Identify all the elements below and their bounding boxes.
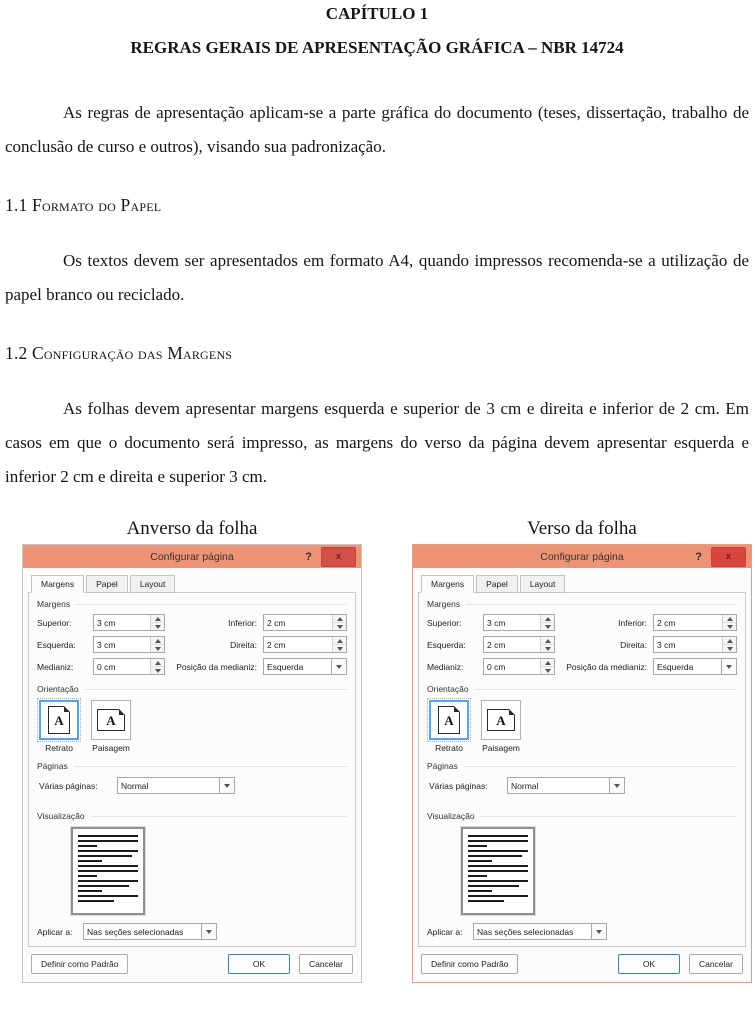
esquerda-label: Esquerda: bbox=[37, 639, 76, 650]
direita-input[interactable] bbox=[653, 636, 737, 653]
group-paginas bbox=[37, 761, 347, 771]
spinner-down-icon bbox=[155, 669, 161, 676]
group-margens bbox=[427, 599, 737, 609]
group-divider bbox=[466, 604, 737, 605]
margins-grid bbox=[37, 614, 347, 675]
close-button[interactable] bbox=[711, 547, 746, 567]
spinner bbox=[150, 659, 164, 674]
group-visualizacao-label: Visualização bbox=[427, 811, 475, 821]
orientation-retrato bbox=[429, 700, 469, 753]
medianiz-value: 0 cm bbox=[487, 661, 506, 672]
group-paginas bbox=[427, 761, 737, 771]
superior-input[interactable] bbox=[483, 614, 555, 631]
tab-strip bbox=[418, 575, 746, 593]
landscape-icon: A bbox=[487, 709, 515, 731]
varias-paginas-label: Várias páginas: bbox=[39, 780, 98, 791]
spinner-down-button[interactable] bbox=[723, 622, 736, 630]
direita-value: 3 cm bbox=[657, 639, 676, 650]
dropdown-arrow-icon bbox=[336, 665, 342, 672]
superior-label: Superior: bbox=[427, 617, 462, 628]
spinner-down-icon bbox=[545, 669, 551, 676]
tab-page-margens bbox=[28, 593, 356, 947]
medianiz-label: Medianiz: bbox=[427, 661, 464, 672]
medianiz-value: 0 cm bbox=[97, 661, 116, 672]
cancel-button[interactable]: Cancelar bbox=[689, 954, 743, 974]
spinner-down-icon bbox=[337, 625, 343, 632]
dialog-title: Configurar página bbox=[540, 550, 624, 563]
direita-input[interactable] bbox=[263, 636, 347, 653]
spinner bbox=[540, 615, 554, 630]
margins-grid bbox=[427, 614, 737, 675]
chapter-title: CAPÍTULO 1 bbox=[325, 4, 429, 23]
dropdown-arrow-button bbox=[721, 659, 736, 674]
spinner-down-button[interactable] bbox=[151, 644, 164, 652]
ok-button[interactable]: OK bbox=[228, 954, 290, 974]
page-preview-thumbnail bbox=[461, 827, 535, 915]
group-margens bbox=[37, 599, 347, 609]
spinner-down-button[interactable] bbox=[151, 622, 164, 630]
dropdown-arrow-button bbox=[201, 924, 216, 939]
close-button[interactable] bbox=[321, 547, 356, 567]
dialog-title: Configurar página bbox=[150, 550, 234, 563]
page-preview-thumbnail bbox=[71, 827, 145, 915]
paisagem-label: Paisagem bbox=[92, 743, 130, 753]
spinner-up-icon bbox=[727, 636, 733, 643]
group-orientacao-label: Orientação bbox=[37, 684, 79, 694]
aplicar-value: Nas seções selecionadas bbox=[87, 926, 184, 937]
orientation-options bbox=[37, 700, 347, 753]
spinner-down-icon bbox=[545, 625, 551, 632]
dropdown-arrow-icon bbox=[224, 784, 230, 791]
dropdown-arrow-icon bbox=[596, 930, 602, 937]
retrato-label: Retrato bbox=[45, 743, 73, 753]
superior-value: 3 cm bbox=[487, 617, 506, 628]
spinner-up-icon bbox=[545, 636, 551, 643]
inferior-input[interactable] bbox=[263, 614, 347, 631]
set-default-button[interactable]: Definir como Padrão bbox=[421, 954, 518, 974]
orientation-retrato-button[interactable] bbox=[429, 700, 469, 740]
figure-verso bbox=[412, 518, 752, 983]
tab-page-margens bbox=[418, 593, 746, 947]
esquerda-value: 3 cm bbox=[97, 639, 116, 650]
varias-paginas-label: Várias páginas: bbox=[429, 780, 488, 791]
varias-paginas-value: Normal bbox=[511, 780, 539, 791]
page-setup-dialog-anverso bbox=[22, 544, 362, 983]
orientation-paisagem-button[interactable] bbox=[91, 700, 131, 740]
tab-layout[interactable]: Layout bbox=[130, 575, 176, 593]
esquerda-input[interactable] bbox=[93, 636, 165, 653]
spinner bbox=[540, 659, 554, 674]
spinner-down-icon bbox=[337, 647, 343, 654]
spinner-down-button[interactable] bbox=[541, 622, 554, 630]
page-setup-dialog-verso bbox=[412, 544, 752, 983]
orientation-options bbox=[427, 700, 737, 753]
spinner-down-button[interactable] bbox=[333, 644, 346, 652]
titlebar-controls bbox=[695, 545, 746, 568]
group-divider bbox=[76, 604, 347, 605]
spinner-up-icon bbox=[545, 658, 551, 665]
cancel-button[interactable]: Cancelar bbox=[299, 954, 353, 974]
aplicar-value: Nas seções selecionadas bbox=[477, 926, 574, 937]
spinner-up-icon bbox=[545, 614, 551, 621]
spinner-down-icon bbox=[545, 647, 551, 654]
inferior-label: Inferior: bbox=[618, 617, 647, 628]
document-page bbox=[0, 4, 756, 494]
inferior-label: Inferior: bbox=[228, 617, 257, 628]
varias-paginas-value: Normal bbox=[121, 780, 149, 791]
orientation-retrato-button[interactable] bbox=[39, 700, 79, 740]
spinner-up-button[interactable] bbox=[723, 637, 736, 644]
dropdown-arrow-icon bbox=[206, 930, 212, 937]
aplicar-row bbox=[37, 923, 347, 940]
direita-label: Direita: bbox=[230, 639, 257, 650]
spinner-up-icon bbox=[337, 614, 343, 621]
dropdown-arrow-icon bbox=[726, 665, 732, 672]
tab-papel[interactable]: Papel bbox=[86, 575, 128, 593]
direita-label: Direita: bbox=[620, 639, 647, 650]
orientation-retrato bbox=[39, 700, 79, 753]
titlebar-controls bbox=[305, 545, 356, 568]
tab-margens[interactable]: Margens bbox=[421, 575, 474, 593]
medianiz-input[interactable] bbox=[93, 658, 165, 675]
figure-anverso bbox=[22, 518, 362, 983]
posicao-medianiz-label: Posição da medianiz: bbox=[566, 661, 647, 672]
group-divider bbox=[475, 689, 737, 690]
spinner-up-button[interactable] bbox=[723, 615, 736, 622]
dialog-footer bbox=[23, 947, 361, 982]
portrait-icon: A bbox=[48, 706, 70, 734]
dropdown-arrow-button bbox=[591, 924, 606, 939]
dropdown-arrow-button bbox=[331, 659, 346, 674]
retrato-label: Retrato bbox=[435, 743, 463, 753]
esquerda-value: 2 cm bbox=[487, 639, 506, 650]
spinner-down-button[interactable] bbox=[723, 644, 736, 652]
aplicar-label: Aplicar a: bbox=[37, 926, 73, 937]
spinner bbox=[722, 615, 736, 630]
varias-paginas-row bbox=[37, 777, 347, 794]
posicao-medianiz-select[interactable] bbox=[263, 658, 347, 675]
dialog-titlebar bbox=[413, 545, 751, 568]
group-divider bbox=[85, 689, 347, 690]
spinner-up-button[interactable] bbox=[333, 637, 346, 644]
paragraph: As folhas devem apresentar margens esquerda e superior de 3 cm e direita e inferior de 2 cm. Em casos em que o documento será impresso, as margens do verso da página devem apresentar esquerda e inferior 2 cm e direita e superior 3 cm. bbox=[5, 399, 749, 486]
section-heading-1-1: 1.1 Formato do Papel bbox=[5, 195, 162, 215]
posicao-medianiz-select[interactable] bbox=[653, 658, 737, 675]
spinner-up-icon bbox=[155, 658, 161, 665]
dropdown-arrow-button bbox=[219, 778, 234, 793]
spinner-up-icon bbox=[155, 636, 161, 643]
spinner-down-icon bbox=[155, 647, 161, 654]
aplicar-select[interactable] bbox=[473, 923, 607, 940]
spinner-up-icon bbox=[155, 614, 161, 621]
spinner bbox=[150, 615, 164, 630]
group-divider bbox=[464, 766, 737, 767]
group-divider bbox=[481, 816, 737, 817]
spinner-down-icon bbox=[727, 625, 733, 632]
group-orientacao-label: Orientação bbox=[427, 684, 469, 694]
dialog-footer bbox=[413, 947, 751, 982]
help-icon[interactable]: ? bbox=[305, 550, 312, 563]
varias-paginas-select[interactable] bbox=[507, 777, 625, 794]
figure-caption-anverso: Anverso da folha bbox=[126, 518, 258, 539]
spinner-down-icon bbox=[155, 625, 161, 632]
esquerda-label: Esquerda: bbox=[427, 639, 466, 650]
orientation-paisagem bbox=[91, 700, 131, 753]
spinner-down-icon bbox=[727, 647, 733, 654]
spinner-up-button[interactable] bbox=[333, 615, 346, 622]
group-visualizacao bbox=[427, 811, 737, 821]
posicao-medianiz-value: Esquerda bbox=[657, 661, 694, 672]
figure-caption-verso: Verso da folha bbox=[527, 518, 637, 539]
group-margens-label: Margens bbox=[37, 599, 71, 609]
group-visualizacao bbox=[37, 811, 347, 821]
posicao-medianiz-value: Esquerda bbox=[267, 661, 304, 672]
group-orientacao bbox=[37, 684, 347, 694]
group-divider bbox=[91, 816, 347, 817]
paragraph: As regras de apresentação aplicam-se a parte gráfica do documento (teses, dissertação, trabalho de conclusão de curso e outros), visando sua padronização. bbox=[5, 103, 749, 156]
group-divider bbox=[74, 766, 347, 767]
landscape-icon: A bbox=[97, 709, 125, 731]
tab-strip bbox=[28, 575, 356, 593]
paragraph: Os textos devem ser apresentados em formato A4, quando impressos recomenda-se a utilização de papel branco ou reciclado. bbox=[5, 251, 749, 304]
help-icon[interactable]: ? bbox=[695, 550, 702, 563]
tab-margens[interactable]: Margens bbox=[31, 575, 84, 593]
close-icon: x bbox=[335, 550, 342, 562]
aplicar-label: Aplicar a: bbox=[427, 926, 463, 937]
dropdown-arrow-icon bbox=[614, 784, 620, 791]
aplicar-row bbox=[427, 923, 737, 940]
tab-layout[interactable]: Layout bbox=[520, 575, 566, 593]
spinner-up-icon bbox=[727, 614, 733, 621]
spinner-up-icon bbox=[337, 636, 343, 643]
tab-papel[interactable]: Papel bbox=[476, 575, 518, 593]
spinner-down-button[interactable] bbox=[541, 644, 554, 652]
spinner-up-button[interactable] bbox=[541, 637, 554, 644]
superior-value: 3 cm bbox=[97, 617, 116, 628]
orientation-paisagem-button[interactable] bbox=[481, 700, 521, 740]
dropdown-arrow-button bbox=[609, 778, 624, 793]
inferior-input[interactable] bbox=[653, 614, 737, 631]
spinner-down-button[interactable] bbox=[541, 666, 554, 674]
posicao-medianiz-label: Posição da medianiz: bbox=[176, 661, 257, 672]
varias-paginas-row bbox=[427, 777, 737, 794]
portrait-icon: A bbox=[438, 706, 460, 734]
spinner bbox=[332, 615, 346, 630]
figures-row bbox=[0, 518, 756, 983]
group-margens-label: Margens bbox=[427, 599, 461, 609]
spinner bbox=[150, 637, 164, 652]
spinner-up-button[interactable] bbox=[151, 659, 164, 666]
group-paginas-label: Páginas bbox=[427, 761, 458, 771]
close-icon: x bbox=[725, 550, 732, 562]
spinner bbox=[540, 637, 554, 652]
spinner bbox=[332, 637, 346, 652]
spinner-up-button[interactable] bbox=[151, 615, 164, 622]
spinner-up-button[interactable] bbox=[541, 659, 554, 666]
spinner-down-button[interactable] bbox=[333, 622, 346, 630]
group-paginas-label: Páginas bbox=[37, 761, 68, 771]
group-orientacao bbox=[427, 684, 737, 694]
varias-paginas-select[interactable] bbox=[117, 777, 235, 794]
spinner-up-button[interactable] bbox=[151, 637, 164, 644]
group-visualizacao-label: Visualização bbox=[37, 811, 85, 821]
spinner-up-button[interactable] bbox=[541, 615, 554, 622]
medianiz-label: Medianiz: bbox=[37, 661, 74, 672]
section-heading-1-2: 1.2 Configuração das Margens bbox=[5, 343, 233, 363]
set-default-button[interactable]: Definir como Padrão bbox=[31, 954, 128, 974]
inferior-value: 2 cm bbox=[267, 617, 286, 628]
dialog-titlebar bbox=[23, 545, 361, 568]
spinner bbox=[722, 637, 736, 652]
aplicar-select[interactable] bbox=[83, 923, 217, 940]
chapter-subtitle: REGRAS GERAIS DE APRESENTAÇÃO GRÁFICA – NBR 14724 bbox=[130, 38, 624, 57]
paisagem-label: Paisagem bbox=[482, 743, 520, 753]
ok-button[interactable]: OK bbox=[618, 954, 680, 974]
direita-value: 2 cm bbox=[267, 639, 286, 650]
inferior-value: 2 cm bbox=[657, 617, 676, 628]
medianiz-input[interactable] bbox=[483, 658, 555, 675]
superior-input[interactable] bbox=[93, 614, 165, 631]
esquerda-input[interactable] bbox=[483, 636, 555, 653]
superior-label: Superior: bbox=[37, 617, 72, 628]
orientation-paisagem bbox=[481, 700, 521, 753]
spinner-down-button[interactable] bbox=[151, 666, 164, 674]
